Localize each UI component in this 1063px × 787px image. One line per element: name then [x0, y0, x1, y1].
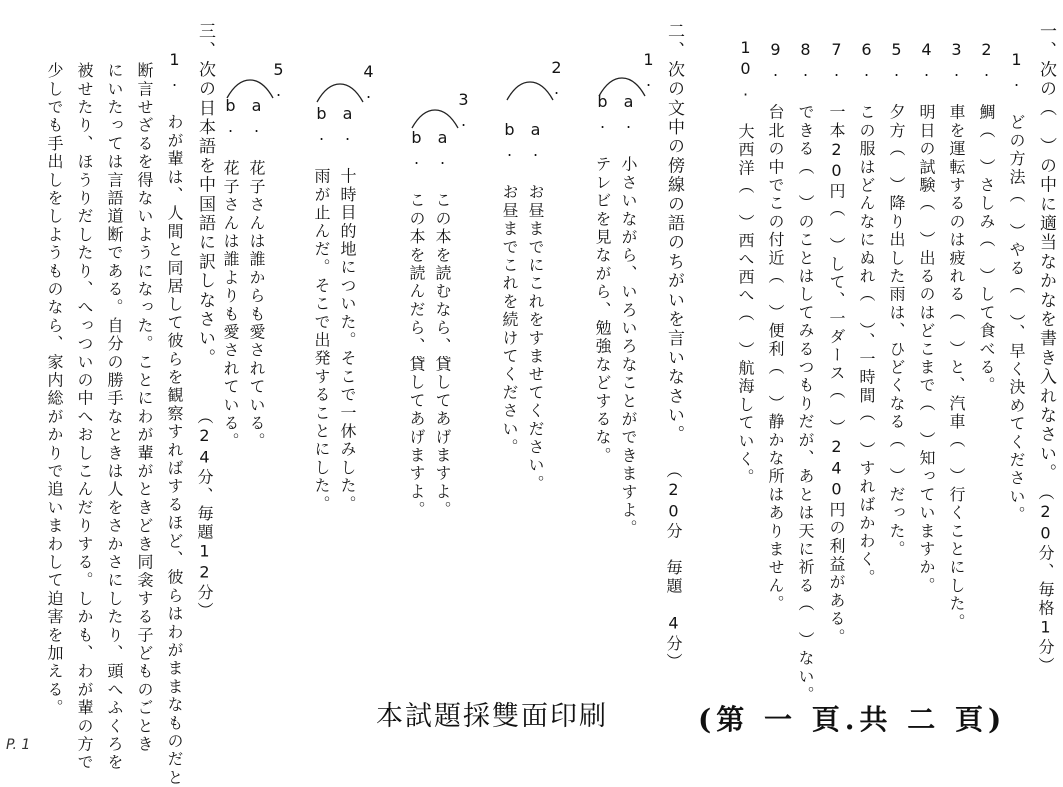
- section2-heading: 二、次の文中の傍線の語のちがいを言いなさい。: [664, 22, 684, 445]
- section1-score: （20分、毎格1分）: [1036, 484, 1055, 675]
- section2-item-2a: a. お昼までにこれをすませてください。: [526, 120, 545, 493]
- section3-heading: 三、次の日本語を中国語に訳しなさい。: [195, 22, 215, 368]
- section3-score: （24分、毎題12分）: [195, 408, 214, 621]
- section2-item-4b: b. 雨が止んだ。そこで出発することにした。: [312, 104, 331, 514]
- section1-item-5: 5. 夕方（ ）降り出した雨は、ひどくなる（ ）だった。: [887, 40, 906, 559]
- page-number: P. 1: [6, 737, 31, 753]
- section2-item-3b: b. この本を読んだら、貸してあげますよ。: [407, 128, 426, 520]
- section2-item-1b: b. テレビを見ながら、勉強などするな。: [593, 92, 612, 465]
- page-label: (第 一 頁.共 二 頁): [698, 703, 1007, 736]
- section2-item-3-brace: [410, 108, 460, 130]
- section2-item-4a: a. 十時目的地についた。そこで一休みした。: [338, 104, 357, 514]
- section1-item-9: 9. 台北の中でこの付近（ ）便利（ ）静かな所はありません。: [766, 40, 785, 614]
- section2-score: （20分 毎題 4分）: [664, 462, 683, 672]
- section2-item-5-num: 5.: [269, 60, 288, 103]
- section2-item-3-num: 3.: [454, 90, 473, 133]
- section1-item-8: 8. できる（ ）のことはしてみるつもりだが、あとは天に祈る（ ）ない。: [796, 40, 815, 705]
- section1-item-10: 10. 大西洋（ ）西へ西へ（ ）航海していく。: [736, 38, 755, 487]
- section2-item-5a: a. 花子さんは誰からも愛されている。: [247, 96, 266, 451]
- section1-item-1: 1. どの方法（ ）やる（ ）、早く決めてください。: [1007, 50, 1026, 525]
- section2-item-2-num: 2.: [547, 58, 566, 101]
- section2-item-1a: a. 小さいながら、いろいろなことができますよ。: [619, 92, 638, 538]
- section1-item-3: 3. 車を運転するのは疲れる（ ）と、汽車（ ）行くことにした。: [947, 40, 966, 632]
- section1-heading: 一、次の（ ）の中に適当なかなを書き入れなさい。: [1036, 22, 1056, 483]
- section2-item-4-num: 4.: [359, 62, 378, 105]
- section1-item-7: 7. 一本20円（ ）して、一ダース（ ）240円の利益がある。: [827, 40, 846, 647]
- section3-line-3: にいたっては言語道断である。自分の勝手なときは人をさかさにしたり、頭へふくろを: [105, 62, 124, 772]
- section3-line-2: 断言せざるを得ないようになった。ことにわが輩がときどき同衾する子どものごとき: [135, 62, 154, 754]
- section2-item-4-brace: [315, 82, 365, 104]
- section2-item-2-brace: [505, 80, 555, 102]
- section3-line-4: 被せたり、ほうりだしたり、へっついの中へおしこんだりする。しかも、わが輩の方で: [75, 62, 94, 772]
- section2-item-5b: b. 花子さんは誰よりも愛されている。: [221, 96, 240, 451]
- section3-line-1: 1. わが輩は、人間と同居して彼らを観察すればするほど、彼らはわがままなものだと: [165, 50, 184, 787]
- section2-item-1-num: 1.: [639, 50, 658, 93]
- section1-item-6: 6. この服はどんなにぬれ（ ）、一時間（ ）すればかわく。: [857, 40, 876, 587]
- section2-item-2b: b. お昼までこれを続けてください。: [500, 120, 519, 457]
- double-side-print-notice: 本試題採雙面印刷: [376, 701, 608, 732]
- section2-item-3a: a. この本を読むなら、貸してあげますよ。: [433, 128, 452, 520]
- section1-item-2: 2. 鯛（ ）さしみ（ ）して食べる。: [977, 40, 996, 395]
- section1-item-4: 4. 明日の試験（ ）出るのはどこまで（ ）知っていますか。: [917, 40, 936, 595]
- section3-line-5: 少しでも手出しをしようものなら、家内総がかりで追いまわして迫害を加える。: [45, 62, 64, 718]
